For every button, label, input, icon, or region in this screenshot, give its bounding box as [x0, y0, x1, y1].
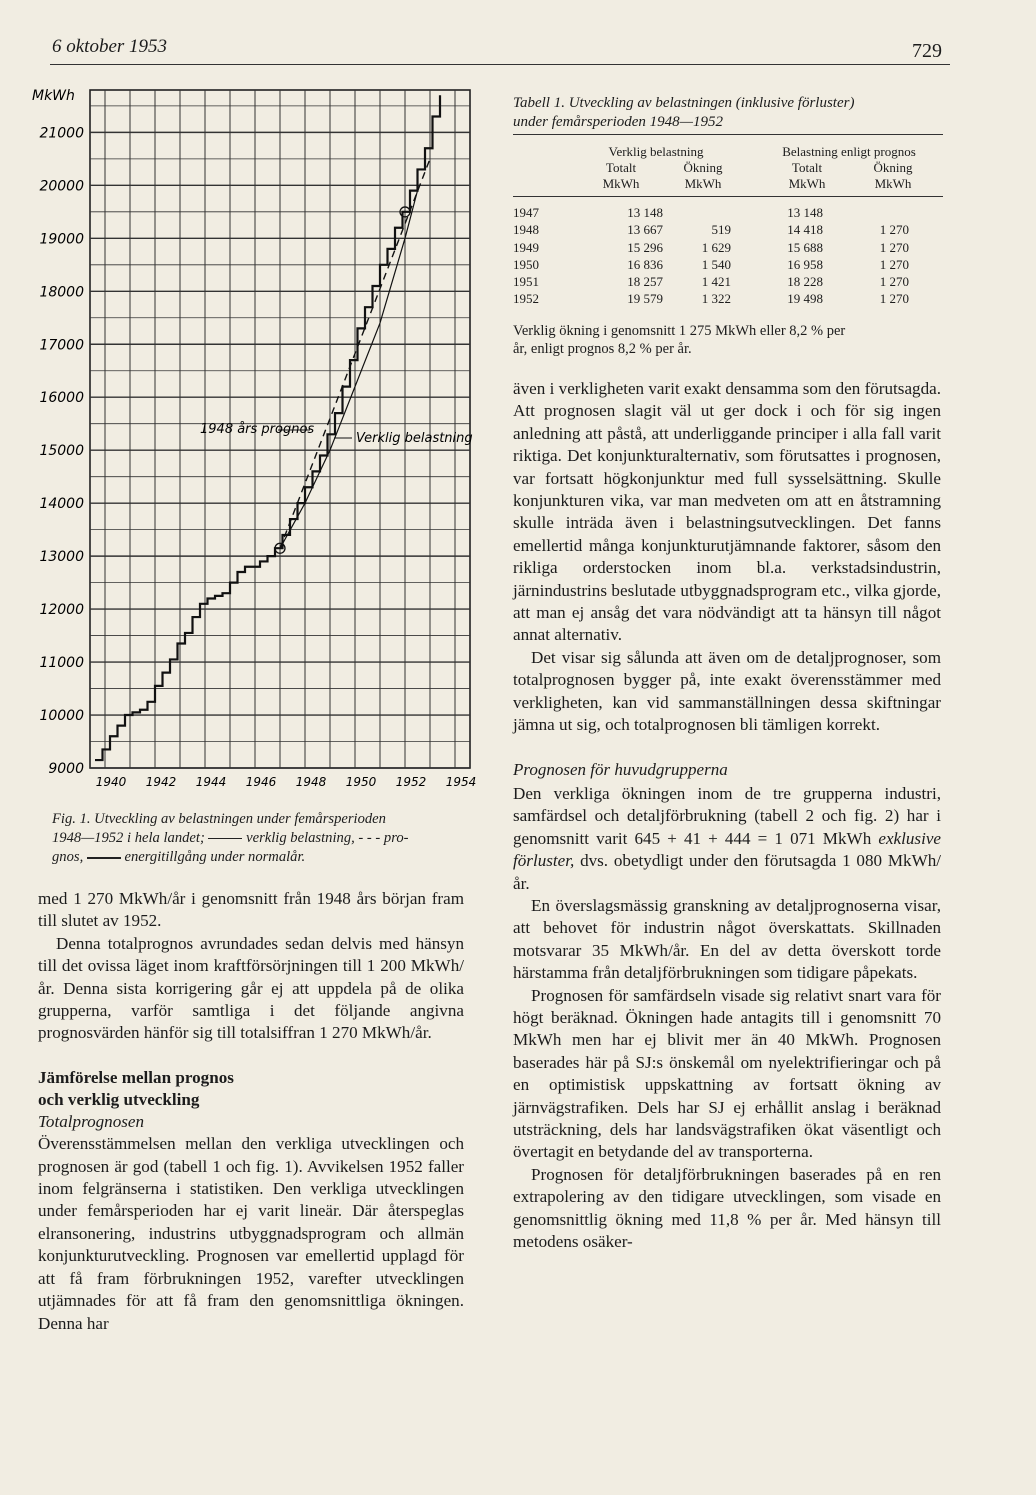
table-cell: 13 667 [627, 222, 663, 238]
table-cell: 1 421 [701, 274, 731, 290]
table-cell: 1 540 [701, 256, 731, 272]
y-tick-label: 18000 [39, 284, 84, 301]
y-tick-label: 9000 [48, 761, 84, 777]
x-tick-label: 1950 [345, 775, 377, 789]
y-tick-label: 19000 [39, 231, 84, 248]
subheading-huvudgrupperna: Prognosen för huvudgrupperna [513, 759, 728, 779]
legend-solid-line [208, 838, 242, 839]
load-development-chart [18, 78, 488, 808]
table-title-line-1: Tabell 1. Utveckling av belastningen (inklusive förluster) [513, 95, 855, 111]
x-tick-label: 1942 [145, 775, 177, 789]
table-unit-header [513, 176, 943, 192]
table-cell: 1 629 [701, 239, 731, 255]
right-para-3: Den verkliga ökningen inom de tre grupperna industri, samfärdsel och detaljförbrukning (tabell 2 och fig. 2) har i genomsnitt varit 645 + 41 + 444 = 1 071 MkWh exklusive förluster, dvs. obetydligt under den förutsagda 1 080 MkWh/år. [513, 783, 941, 893]
sub-okning-1: Ökning [683, 160, 723, 175]
y-tick-label: 12000 [39, 602, 84, 619]
table-cell: 1952 [513, 291, 539, 307]
y-tick-label: 21000 [39, 125, 84, 142]
caption-line-2: 1948—1952 i hela landet; [52, 830, 205, 846]
unit-4: MkWh [874, 176, 912, 191]
table-cell: 1 270 [879, 239, 909, 255]
x-tick-labels [96, 775, 477, 789]
table-row [513, 257, 943, 274]
table-cell: 1950 [513, 256, 539, 272]
section-heading-line-1: Jämförelse mellan prognos [38, 1067, 234, 1087]
page-date: 6 oktober 1953 [52, 36, 168, 57]
table-row [513, 240, 943, 257]
table-cell: 519 [711, 222, 731, 238]
table-cell: 1947 [513, 205, 539, 220]
table-row [513, 222, 943, 239]
table-cell: 16 958 [787, 256, 823, 272]
caption-line-1: Fig. 1. Utveckling av belastningen under femårsperioden [52, 811, 386, 827]
group-forecast: Belastning enligt prognos [782, 144, 916, 159]
table-cell: 18 257 [627, 274, 663, 290]
header-rule [50, 64, 950, 65]
table-cell: 15 296 [627, 239, 663, 255]
legend-thick-line [87, 857, 121, 859]
x-tick-label: 1946 [245, 775, 277, 789]
right-para-6: Prognosen för detaljförbrukningen baserades på en ren extrapolering av den tidigare utvecklingen, som visade en genomsnittlig ökning med 11,8 % per år. Med hänsyn till metodens osäker- [513, 1164, 941, 1252]
x-tick-label: 1944 [195, 775, 227, 789]
x-tick-label: 1952 [395, 775, 427, 789]
table-note [513, 322, 943, 358]
group-actual: Verklig belastning [608, 144, 704, 159]
subheading-totalprognosen: Totalprognosen [38, 1111, 145, 1131]
table-cell: 14 418 [787, 222, 823, 238]
left-column [38, 888, 464, 1335]
y-tick-label: 11000 [39, 655, 84, 672]
unit-3: MkWh [788, 176, 826, 191]
table-body [513, 205, 943, 309]
page-number: 729 [912, 40, 942, 62]
table-note-line-1: Verklig ökning i genomsnitt 1 275 MkWh eller 8,2 % per [513, 323, 846, 339]
table-top-rule [513, 134, 943, 135]
right-para-1: även i verkligheten varit exakt densamma som den förutsagda. Att prognosen slagit väl ut ger dock i och för sig ingen anledning att påstå, att underliggande principer i alla fall varit riktiga. Det konjunkturalternativ, som förutsattes i prognosen, var fortsatt högkonjunktur med full sysselsättning. Skulle konjunkturen vika, var man medveten om att en åtstramning skulle inträda även i belastningsutvecklingen. Det fanns emellertid många konjunkturutjämnande faktorer, såsom den rikliga orderstocken inom bl.a. verkstadsindustrin, järnindustrins beslutade utbyggnadsprogram etc., vilka gjorde, att man ej ansåg det vara nödvändigt att ta hänsyn till något annat alternativ. [513, 379, 941, 645]
table-cell: 1949 [513, 239, 539, 255]
table-1 [513, 134, 943, 309]
caption-line-5: energitillgång under normalår. [124, 849, 306, 865]
table-header-rule [513, 196, 943, 197]
right-column [513, 378, 941, 1253]
unit-2: MkWh [684, 176, 722, 191]
table-cell: 16 836 [627, 256, 663, 272]
emphasis-exklusive: exklusive förluster, [513, 828, 941, 871]
annotation-verklig: Verklig belastning [356, 431, 473, 446]
section-heading-line-2: och verklig utveckling [38, 1089, 200, 1109]
table-cell: 1 270 [879, 256, 909, 272]
table-cell: 18 228 [787, 274, 823, 290]
left-para-1: med 1 270 MkWh/år i genomsnitt från 1948 års början fram till slutet av 1952. [38, 889, 464, 931]
sub-totalt-2: Totalt [791, 160, 823, 175]
y-tick-label: 20000 [39, 178, 84, 195]
x-tick-label: 1948 [295, 775, 327, 789]
x-tick-label: 1954 [445, 775, 477, 789]
table-row [513, 274, 943, 291]
annotation-prognos: 1948 års prognos [200, 422, 315, 437]
table-group-header [513, 144, 943, 160]
table-sub-header [513, 160, 943, 176]
left-para-2: Denna totalprognos avrundades sedan delvis med hänsyn till det ovissa läget inom kraftförsörjningen till 1 200 MkWh/år. Denna sista korrigering går ej att uppdela på de olika grupperna, varför samtliga i det följande angivna prognosvärden hänför sig till totalsiffran 1 270 MkWh/år. [38, 933, 464, 1043]
table-cell: 13 148 [787, 205, 823, 220]
y-tick-label: 13000 [39, 549, 84, 566]
y-tick-label: 14000 [39, 496, 84, 513]
y-tick-label: 10000 [39, 708, 84, 725]
table-cell: 1 322 [701, 291, 731, 307]
table-cell: 1 270 [879, 274, 909, 290]
table-row [513, 205, 943, 222]
table-row [513, 291, 943, 308]
right-para-2: Det visar sig sålunda att även om de detaljprognoser, som totalprognosen bygger på, inte exakt överensstämmer med verkligheten, kan vid sammanställningen dessa skiftningar jämna ut sig, och totalprognosen bli tämligen korrekt. [513, 647, 941, 735]
section-heading [38, 1067, 464, 1111]
table-cell: 19 498 [787, 291, 823, 307]
right-para-4: En överslagsmässig granskning av detaljprognoserna visar, att behovet för industrin något överskattats. Skillnaden motsvarar 35 MkWh/år. En del av detta överskott torde härstamma från detaljförbrukningen som tidigare påpekats. [513, 895, 941, 983]
y-tick-label: 15000 [39, 443, 84, 460]
y-tick-label: 16000 [39, 390, 84, 407]
y-axis-label: MkWh [32, 88, 75, 104]
table-cell: 1 270 [879, 222, 909, 238]
table-cell: 13 148 [627, 205, 663, 220]
table-title-line-2: under femårsperioden 1948—1952 [513, 114, 723, 130]
table-cell: 1 270 [879, 291, 909, 307]
y-tick-label: 17000 [39, 337, 84, 354]
table-cell: 1948 [513, 222, 539, 238]
table-cell: 19 579 [627, 291, 663, 307]
table-cell: 15 688 [787, 239, 823, 255]
table-title [513, 94, 953, 132]
table-cell: 1951 [513, 274, 539, 290]
right-para-5: Prognosen för samfärdseln visade sig relativt snart vara för högt beräknad. Ökningen hade antagits till i genomsnitt 70 MkWh men har ej blivit mer än 40 MkWh. Prognosen baserades här på SJ:s önskemål om nyelektrifieringar och på en optimistisk uppskattning av fortsatt ökning av järnvägstrafiken. Dels har SJ ej erhållit anslag i beräknad utsträckning, dels har landsvägstrafiken ökat väsentligt och övertagit en betydande del av transporterna. [513, 985, 941, 1162]
figure-caption [52, 810, 472, 867]
unit-1: MkWh [602, 176, 640, 191]
x-tick-label: 1940 [95, 775, 127, 789]
left-para-3: Överensstämmelsen mellan den verkliga utvecklingen och prognosen är god (tabell 1 och fig. 1). Avvikelsen 1952 faller inom felgränserna i statistiken. Den verkliga utvecklingen under femårsperioden har ej varit lineär. Där återspeglas elransonering, industrins utbyggnadsprogram och allmän konjunkturutveckling. Prognosen var emellertid upplagd för att få fram förbrukningen 1952, varefter utvecklingen utjämnades för att få fram den genomsnittliga ökningen. Denna har [38, 1134, 464, 1333]
y-tick-labels [39, 125, 84, 777]
sub-okning-2: Ökning [873, 160, 913, 175]
caption-line-3: verklig belastning, - - - pro- [246, 830, 409, 846]
table-note-line-2: år, enligt prognos 8,2 % per år. [513, 341, 692, 357]
caption-line-4: gnos, [52, 849, 84, 865]
sub-totalt-1: Totalt [605, 160, 637, 175]
